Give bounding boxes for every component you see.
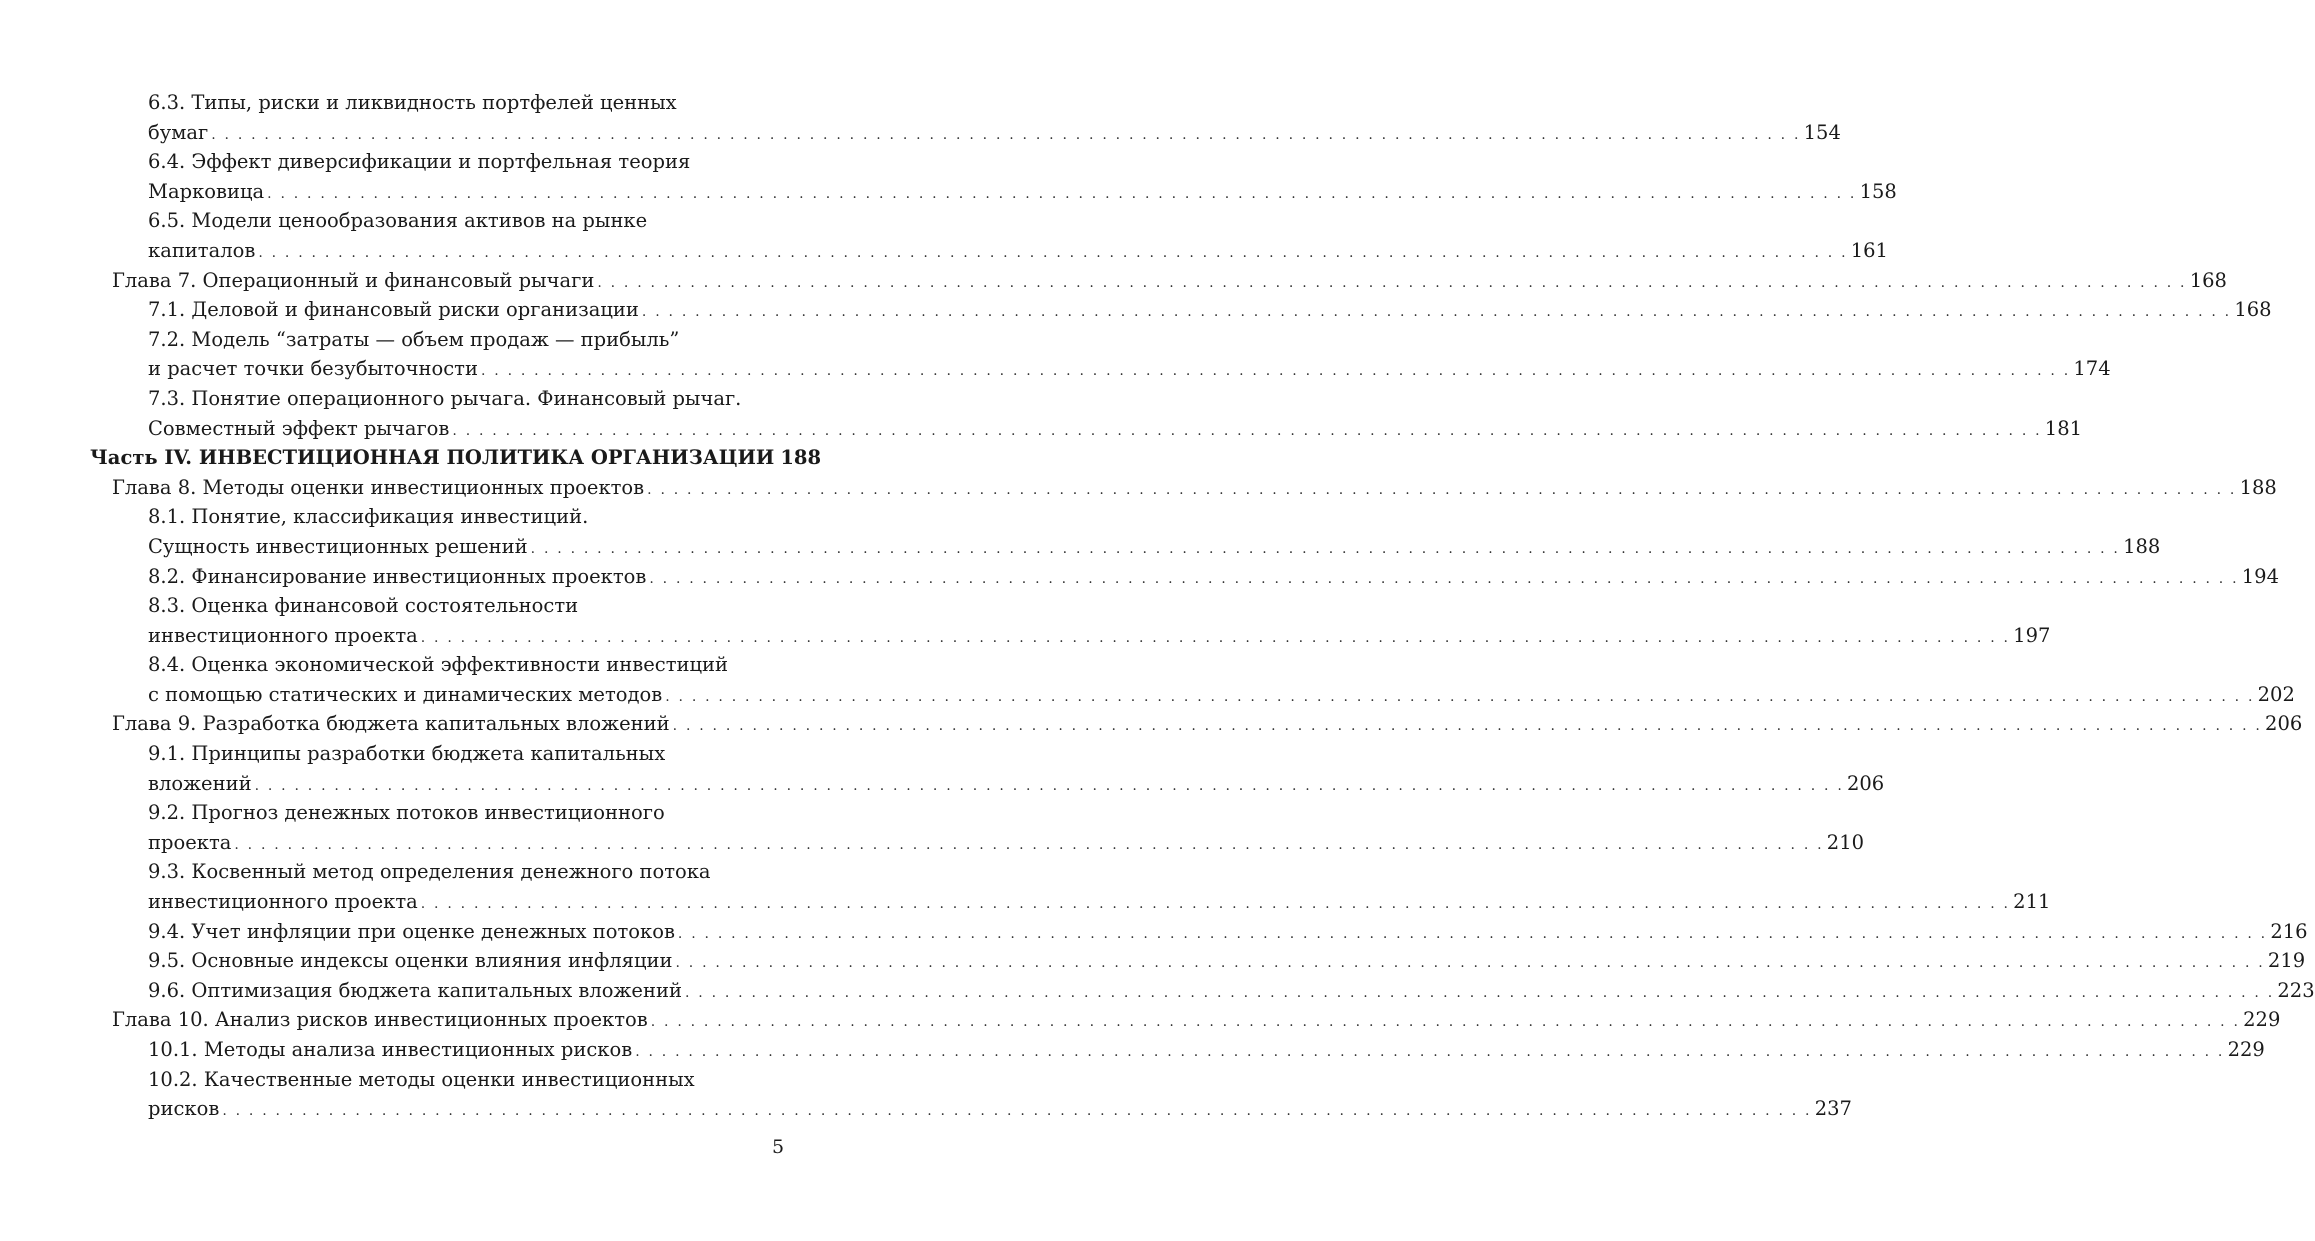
toc-entry-title: бумаг — [148, 120, 209, 144]
toc-entry-title: инвестиционного проекта — [148, 890, 418, 914]
toc-line — [0, 354, 2111, 384]
toc-section-entry[interactable] — [0, 1035, 2265, 1065]
toc-entry-title: Глава 7. Операционный и финансовый рычаги — [112, 268, 595, 292]
toc-entry-title: 6.5. Модели ценообразования активов на рынке — [148, 209, 648, 233]
toc-line — [0, 473, 2277, 503]
toc-line — [0, 1065, 875, 1095]
toc-line — [0, 562, 2279, 592]
toc-line — [0, 798, 875, 828]
leader-dots: . . . . . . . . . . . . . . . . . . . . . . . . . . . . . . . . . . . . . . . . . . . . . . . . . . . . . . . . . . . . . . . . . . . . . . . . . . . . . . . . . . . . . . . . . . . . . . . . . . . . . . . . . . . . . . . . . . . . . . . . — [672, 718, 2263, 735]
leader-dots: . . . . . . . . . . . . . . . . . . . . . . . . . . . . . . . . . . . . . . . . . . . . . . . . . . . . . . . . . . . . . . . . . . . . . . . . . . . . . . . . . . . . . . . . . . . . . . . . . . . . . . . . . . . . . . . . . . . . . . . . — [254, 777, 1844, 794]
toc-section-entry[interactable] — [0, 1065, 1852, 1124]
toc-section-entry[interactable] — [0, 976, 2315, 1006]
toc-entry-title: Марковица — [148, 179, 265, 203]
toc-section-entry[interactable] — [0, 857, 2051, 916]
toc-entry-title: Глава 8. Методы оценки инвестиционных проектов — [112, 475, 645, 499]
toc-entry-title: 9.4. Учет инфляции при оценке денежных потоков — [148, 919, 675, 943]
toc-page-number: 168 — [2234, 298, 2272, 322]
toc-line — [0, 147, 875, 177]
leader-dots: . . . . . . . . . . . . . . . . . . . . . . . . . . . . . . . . . . . . . . . . . . . . . . . . . . . . . . . . . . . . . . . . . . . . . . . . . . . . . . . . . . . . . . . . . . . . . . . . . . . . . . . . . . . . . . . . . . . . . . . . — [677, 925, 2268, 942]
toc-page-number: 237 — [1814, 1097, 1852, 1121]
toc-entry-title: 9.3. Косвенный метод определения денежного потока — [148, 860, 711, 884]
toc-chapter-entry[interactable] — [0, 266, 2227, 296]
toc-entry-title: 6.4. Эффект диверсификации и портфельная теория — [148, 150, 691, 174]
toc-line — [0, 1035, 2265, 1065]
leader-dots: . . . . . . . . . . . . . . . . . . . . . . . . . . . . . . . . . . . . . . . . . . . . . . . . . . . . . . . . . . . . . . . . . . . . . . . . . . . . . . . . . . . . . . . . . . . . . . . . . . . . . . . . . . . . . . . . . . . . . . . . — [234, 836, 1824, 853]
toc-page-number: 211 — [2013, 890, 2051, 914]
toc-section-entry[interactable] — [0, 502, 2161, 561]
toc-line — [0, 709, 2303, 739]
toc-section-entry[interactable] — [0, 946, 2306, 976]
toc-entry-title: 8.4. Оценка экономической эффективности инвестиций — [148, 653, 729, 677]
toc-page-number: 168 — [2189, 268, 2227, 292]
leader-dots: . . . . . . . . . . . . . . . . . . . . . . . . . . . . . . . . . . . . . . . . . . . . . . . . . . . . . . . . . . . . . . . . . . . . . . . . . . . . . . . . . . . . . . . . . . . . . . . . . . . . . . . . . . . . . . . . . . . . . . . . — [647, 481, 2237, 498]
toc-section-entry[interactable] — [0, 917, 2308, 947]
toc-page-number: 206 — [2265, 712, 2303, 736]
toc-chapter-entry[interactable] — [0, 709, 2303, 739]
toc-line — [0, 384, 875, 414]
table-of-contents — [0, 88, 2315, 1124]
leader-dots: . . . . . . . . . . . . . . . . . . . . . . . . . . . . . . . . . . . . . . . . . . . . . . . . . . . . . . . . . . . . . . . . . . . . . . . . . . . . . . . . . . . . . . . . . . . . . . . . . . . . . . . . . . . . . . . . . . . . . . . . — [420, 896, 2011, 913]
toc-chapter-entry[interactable] — [0, 1005, 2281, 1035]
toc-entry-title: с помощью статических и динамических методов — [148, 682, 663, 706]
toc-page-number: 154 — [1803, 120, 1841, 144]
toc-page-number: 202 — [2257, 682, 2295, 706]
toc-line — [0, 591, 875, 621]
toc-entry-title: Глава 9. Разработка бюджета капитальных вложений — [112, 712, 670, 736]
toc-entry-title: 8.2. Финансирование инвестиционных проектов — [148, 564, 647, 588]
toc-entry-title: 6.3. Типы, риски и ликвидность портфелей ценных — [148, 91, 677, 114]
leader-dots: . . . . . . . . . . . . . . . . . . . . . . . . . . . . . . . . . . . . . . . . . . . . . . . . . . . . . . . . . . . . . . . . . . . . . . . . . . . . . . . . . . . . . . . . . . . . . . . . . . . . . . . . . . . . . . . . . . . . . . . . — [420, 629, 2011, 646]
leader-dots: . . . . . . . . . . . . . . . . . . . . . . . . . . . . . . . . . . . . . . . . . . . . . . . . . . . . . . . . . . . . . . . . . . . . . . . . . . . . . . . . . . . . . . . . . . . . . . . . . . . . . . . . . . . . . . . . . . . . . . . . — [684, 984, 2275, 1001]
toc-section-entry[interactable] — [0, 88, 1841, 147]
toc-page-number: 219 — [2267, 949, 2306, 973]
toc-entry-title: Часть IV. ИНВЕСТИЦИОННАЯ ПОЛИТИКА ОРГАНИЗАЦИИ — [90, 446, 775, 470]
toc-line — [0, 650, 875, 680]
toc-line — [0, 88, 875, 118]
toc-entry-title: и расчет точки безубыточности — [148, 357, 478, 381]
toc-line — [0, 917, 2308, 947]
leader-dots: . . . . . . . . . . . . . . . . . . . . . . . . . . . . . . . . . . . . . . . . . . . . . . . . . . . . . . . . . . . . . . . . . . . . . . . . . . . . . . . . . . . . . . . . . . . . . . . . . . . . . . . . . . . . . . . . . . . . . . . . — [267, 185, 1857, 202]
leader-dots: . . . . . . . . . . . . . . . . . . . . . . . . . . . . . . . . . . . . . . . . . . . . . . . . . . . . . . . . . . . . . . . . . . . . . . . . . . . . . . . . . . . . . . . . . . . . . . . . . . . . . . . . . . . . . . . . . . . . . . . . — [649, 570, 2239, 587]
toc-entry-title: 9.6. Оптимизация бюджета капитальных вложений — [148, 978, 682, 1002]
toc-page-number: 206 — [1846, 771, 1885, 795]
toc-page-number: 188 — [2123, 534, 2161, 558]
toc-part-entry[interactable] — [0, 443, 875, 473]
toc-line — [0, 828, 1865, 858]
leader-dots: . . . . . . . . . . . . . . . . . . . . . . . . . . . . . . . . . . . . . . . . . . . . . . . . . . . . . . . . . . . . . . . . . . . . . . . . . . . . . . . . . . . . . . . . . . . . . . . . . . . . . . . . . . . . . . . . . . . . . . . . — [258, 244, 1848, 261]
toc-section-entry[interactable] — [0, 739, 1885, 798]
toc-entry-title: 7.3. Понятие операционного рычага. Финансовый рычаг. — [148, 386, 742, 410]
leader-dots: . . . . . . . . . . . . . . . . . . . . . . . . . . . . . . . . . . . . . . . . . . . . . . . . . . . . . . . . . . . . . . . . . . . . . . . . . . . . . . . . . . . . . . . . . . . . . . . . . . . . . . . . . . . . . . . . . . . . . . . . — [530, 540, 2121, 557]
leader-dots: . . . . . . . . . . . . . . . . . . . . . . . . . . . . . . . . . . . . . . . . . . . . . . . . . . . . . . . . . . . . . . . . . . . . . . . . . . . . . . . . . . . . . . . . . . . . . . . . . . . . . . . . . . . . . . . . . . . . . . . . — [641, 304, 2232, 321]
toc-page-number: 216 — [2270, 919, 2308, 943]
toc-entry-title: инвестиционного проекта — [148, 623, 418, 647]
toc-section-entry[interactable] — [0, 325, 2111, 384]
toc-line — [0, 1005, 2281, 1035]
toc-entry-title: 8.1. Понятие, классификация инвестиций. — [148, 505, 589, 529]
toc-line — [0, 236, 1888, 266]
toc-line — [0, 118, 1841, 148]
toc-entry-title: Глава 10. Анализ рисков инвестиционных проектов — [112, 1008, 648, 1032]
toc-section-entry[interactable] — [0, 562, 2279, 592]
toc-line — [0, 206, 875, 236]
toc-entry-title: 7.1. Деловой и финансовый риски организации — [148, 298, 639, 322]
toc-page-number: 188 — [2239, 475, 2277, 499]
toc-page-number: 197 — [2013, 623, 2051, 647]
toc-line — [0, 621, 2051, 651]
toc-line — [0, 177, 1897, 207]
toc-line — [0, 946, 2306, 976]
toc-page-number: 174 — [2073, 357, 2111, 381]
toc-entry-title: 10.1. Методы анализа инвестиционных рисков — [148, 1038, 633, 1061]
toc-line — [0, 887, 2051, 917]
toc-page-number: 161 — [1850, 238, 1888, 262]
leader-dots: . . . . . . . . . . . . . . . . . . . . . . . . . . . . . . . . . . . . . . . . . . . . . . . . . . . . . . . . . . . . . . . . . . . . . . . . . . . . . . . . . . . . . . . . . . . . . . . . . . . . . . . . . . . . . . . . . . . . . . . . — [650, 1014, 2241, 1031]
toc-entry-title: 9.5. Основные индексы оценки влияния инфляции — [148, 949, 673, 973]
toc-section-entry[interactable] — [0, 147, 1897, 206]
toc-entry-title: 9.2. Прогноз денежных потоков инвестиционного — [148, 801, 665, 825]
toc-entry-title: капиталов — [148, 238, 256, 262]
toc-page-number: 229 — [2227, 1038, 2265, 1061]
toc-line — [0, 680, 2295, 710]
toc-entry-title: 9.1. Принципы разработки бюджета капитальных — [148, 742, 666, 766]
toc-line — [0, 502, 875, 532]
toc-page-number: 223 — [2277, 978, 2315, 1002]
toc-page-number: 188 — [780, 446, 822, 470]
toc-section-entry[interactable] — [0, 798, 1865, 857]
toc-section-entry[interactable] — [0, 591, 2051, 650]
toc-line — [0, 532, 2161, 562]
leader-dots: . . . . . . . . . . . . . . . . . . . . . . . . . . . . . . . . . . . . . . . . . . . . . . . . . . . . . . . . . . . . . . . . . . . . . . . . . . . . . . . . . . . . . . . . . . . . . . . . . . . . . . . . . . . . . . . . . . . . . . . . — [597, 274, 2187, 291]
leader-dots: . . . . . . . . . . . . . . . . . . . . . . . . . . . . . . . . . . . . . . . . . . . . . . . . . . . . . . . . . . . . . . . . . . . . . . . . . . . . . . . . . . . . . . . . . . . . . . . . . . . . . . . . . . . . . . . . . . . . . . . . — [665, 688, 2255, 705]
toc-line — [0, 443, 875, 473]
toc-entry-title: Сущность инвестиционных решений — [148, 534, 528, 558]
leader-dots: . . . . . . . . . . . . . . . . . . . . . . . . . . . . . . . . . . . . . . . . . . . . . . . . . . . . . . . . . . . . . . . . . . . . . . . . . . . . . . . . . . . . . . . . . . . . . . . . . . . . . . . . . . . . . . . . . . . . . . . . — [211, 126, 1801, 143]
toc-entry-title: вложений — [148, 771, 252, 795]
toc-page-number: 194 — [2241, 564, 2279, 588]
leader-dots: . . . . . . . . . . . . . . . . . . . . . . . . . . . . . . . . . . . . . . . . . . . . . . . . . . . . . . . . . . . . . . . . . . . . . . . . . . . . . . . . . . . . . . . . . . . . . . . . . . . . . . . . . . . . . . . . . . . . . . . . — [452, 422, 2042, 439]
toc-line — [0, 1094, 1852, 1124]
toc-page-number: 210 — [1826, 830, 1865, 854]
toc-section-entry[interactable] — [0, 206, 1888, 265]
toc-line — [0, 976, 2315, 1006]
leader-dots: . . . . . . . . . . . . . . . . . . . . . . . . . . . . . . . . . . . . . . . . . . . . . . . . . . . . . . . . . . . . . . . . . . . . . . . . . . . . . . . . . . . . . . . . . . . . . . . . . . . . . . . . . . . . . . . . . . . . . . . . — [635, 1044, 2225, 1060]
toc-line — [0, 857, 875, 887]
page-number: 5 — [772, 1136, 785, 1158]
toc-page-number: 229 — [2243, 1008, 2281, 1032]
toc-entry-title: 8.3. Оценка финансовой состоятельности — [148, 594, 579, 618]
toc-line — [0, 266, 2227, 296]
toc-section-entry[interactable] — [0, 295, 2272, 325]
toc-entry-title: 7.2. Модель “затраты — объем продаж — прибыль” — [148, 327, 680, 351]
toc-section-entry[interactable] — [0, 650, 2295, 709]
toc-entry-title: 10.2. Качественные методы оценки инвестиционных — [148, 1067, 695, 1091]
toc-entry-title: проекта — [148, 830, 232, 854]
toc-line — [0, 325, 875, 355]
toc-chapter-entry[interactable] — [0, 473, 2277, 503]
toc-line — [0, 769, 1885, 799]
toc-page-number: 181 — [2044, 416, 2083, 440]
leader-dots: . . . . . . . . . . . . . . . . . . . . . . . . . . . . . . . . . . . . . . . . . . . . . . . . . . . . . . . . . . . . . . . . . . . . . . . . . . . . . . . . . . . . . . . . . . . . . . . . . . . . . . . . . . . . . . . . . . . . . . . . — [480, 363, 2071, 380]
toc-line — [0, 414, 2083, 444]
toc-entry-title: рисков — [148, 1097, 220, 1121]
leader-dots: . . . . . . . . . . . . . . . . . . . . . . . . . . . . . . . . . . . . . . . . . . . . . . . . . . . . . . . . . . . . . . . . . . . . . . . . . . . . . . . . . . . . . . . . . . . . . . . . . . . . . . . . . . . . . . . . . . . . . . . . — [675, 955, 2265, 972]
toc-page-number: 158 — [1859, 179, 1897, 203]
toc-line — [0, 739, 875, 769]
toc-line — [0, 295, 2272, 325]
toc-entry-title: Совместный эффект рычагов — [148, 416, 450, 440]
toc-section-entry[interactable] — [0, 384, 2083, 443]
leader-dots: . . . . . . . . . . . . . . . . . . . . . . . . . . . . . . . . . . . . . . . . . . . . . . . . . . . . . . . . . . . . . . . . . . . . . . . . . . . . . . . . . . . . . . . . . . . . . . . . . . . . . . . . . . . . . . . . . . . . . . . . — [222, 1103, 1812, 1120]
